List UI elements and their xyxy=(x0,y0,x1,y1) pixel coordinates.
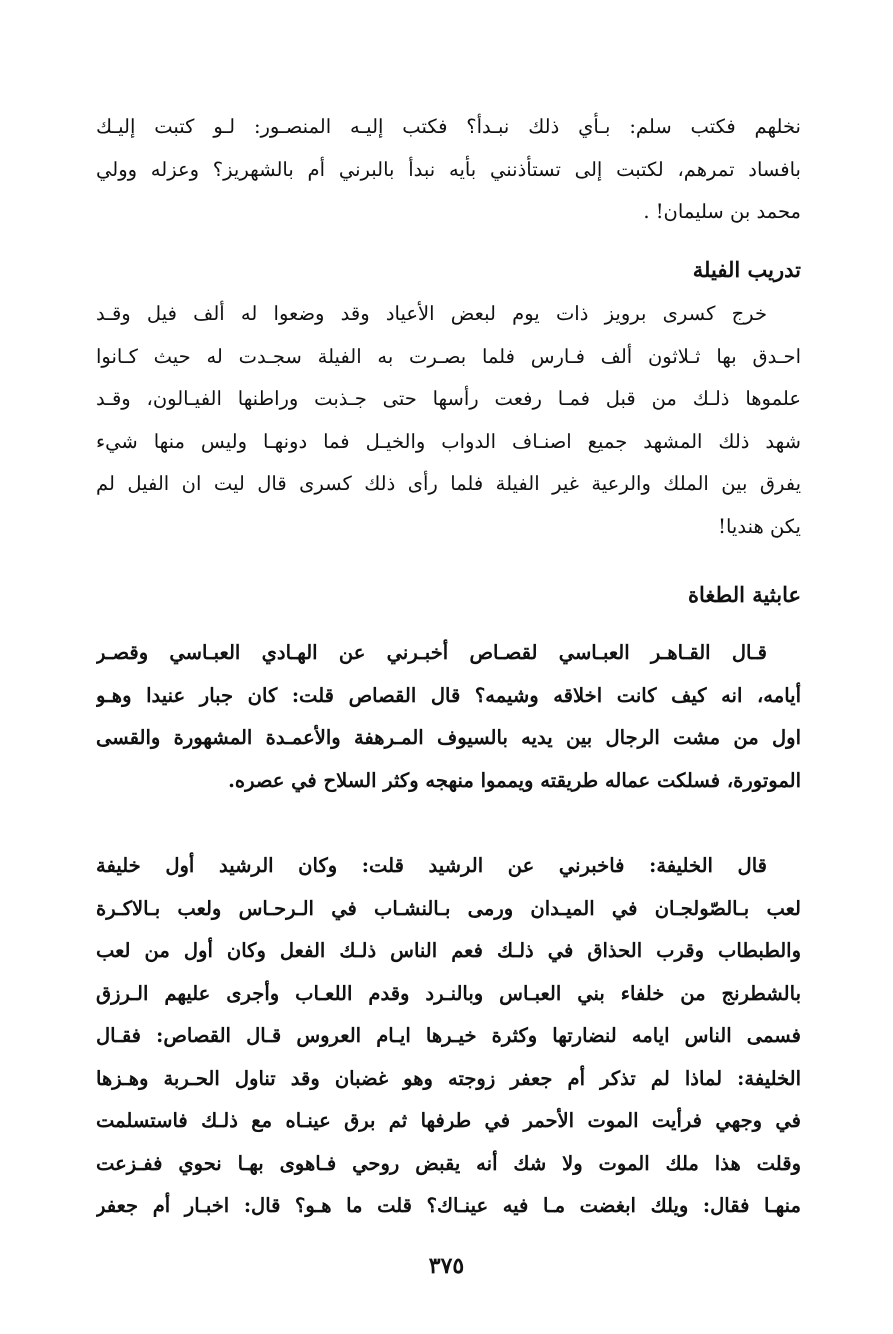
text-line: شهد ذلك المشهد جميع اصنـاف الدواب والخيـل فما دونهـا وليس منها شيء xyxy=(96,429,801,453)
text-line: في وجهي فرأيت الموت الأحمر في طرفها ثم برق عينـاه مع ذلـك فاستسلمت xyxy=(96,1109,801,1132)
text-line: الخليفة: لماذا لم تذكر أم جعفر زوجته وهو غضبان وقد تناول الحـربة وهـزها xyxy=(96,1066,801,1090)
paragraph-khosrow-elephants xyxy=(96,293,801,548)
text-line: خرج كسرى برويز ذات يوم لبعض الأعياد وقد وضعوا له ألف فيل وقـد xyxy=(96,302,767,325)
section-heading-tyrants-frivolity: عابثية الطغاة xyxy=(687,582,801,607)
text-line: بافساد تمرهم، لكتبت إلى تستأذنني بأيه نبدأ بالبرني أم بالشهريز؟ وعزله وولي xyxy=(96,157,801,181)
paragraph-mansur xyxy=(96,106,801,234)
text-line: أيامه، انه كيف كانت اخلاقه وشيمه؟ قال القصاص قلت: كان جبار عنيدا وهـو xyxy=(96,683,801,707)
text-line: والطبطاب وقرب الحذاق في ذلـك فعم الناس ذلـك الفعل وكان أول من لعب xyxy=(96,939,801,962)
text-line: احـدق بها ثـلاثون ألف فـارس فلما بصـرت به الفيلة سجـدت له حيث كـانوا xyxy=(96,344,801,368)
paragraph-rashid xyxy=(96,845,801,1228)
text-line: يكن هنديا! xyxy=(718,514,801,538)
text-line: محمد بن سليمان! . xyxy=(643,200,801,223)
paragraph-qahir-storyteller xyxy=(96,632,801,802)
text-line: فسمى الناس ايامه لنضارتها وكثرة خيـرها ايـام العروس قـال القصاص: فقـال xyxy=(96,1024,801,1047)
text-line: قـال القـاهـر العبـاسي لقصـاص أخبـرني عن الهـادي العبـاسي وقصـر xyxy=(96,641,767,664)
text-line: منهـا فقال: ويلك ابغضت مـا فيه عينـاك؟ قلت ما هـو؟ قال: اخبـار أم جعفر xyxy=(96,1194,801,1217)
text-line: وقلت هذا ملك الموت ولا شك أنه يقبض روحي فـاهوى بهـا نحوي ففـزعت xyxy=(96,1151,801,1175)
page-number: ٣٧٥ xyxy=(428,1253,465,1279)
text-line: بالشطرنج من خلفاء بني العبـاس وبالنـرد وقدم اللعـاب وأجرى عليهم الـرزق xyxy=(96,981,801,1005)
text-line: الموتورة، فسلكت عماله طريقته ويمموا منهجه وكثر السلاح في عصره. xyxy=(228,768,801,792)
text-line: نخلهم فكتب سلم: بـأي ذلك نبـدأ؟ فكتب إليـه المنصـور: لـو كتبت إليـك xyxy=(96,115,801,138)
text-line: لعب بـالصّولجـان في الميـدان ورمى بـالنشـاب في الـرحـاس ولعب بـالاكـرة xyxy=(96,896,801,920)
text-line: قال الخليفة: فاخبرني عن الرشيد قلت: وكان الرشيد أول خليفة xyxy=(96,854,767,877)
text-line: علموها ذلـك من قبل فمـا رفعت رأسها حتى جـذبت وراطنها الفيـالون، وقـد xyxy=(96,387,801,410)
text-line: اول من مشت الرجال بين يديه بالسيوف المـرهفة والأعمـدة المشهورة والقسى xyxy=(96,726,801,749)
text-line: يفرق بين الملك والرعية غير الفيلة فلما رأى ذلك كسرى قال ليت ان الفيل لم xyxy=(96,472,801,495)
section-heading-elephant-training: تدريب الفيلة xyxy=(692,257,801,282)
